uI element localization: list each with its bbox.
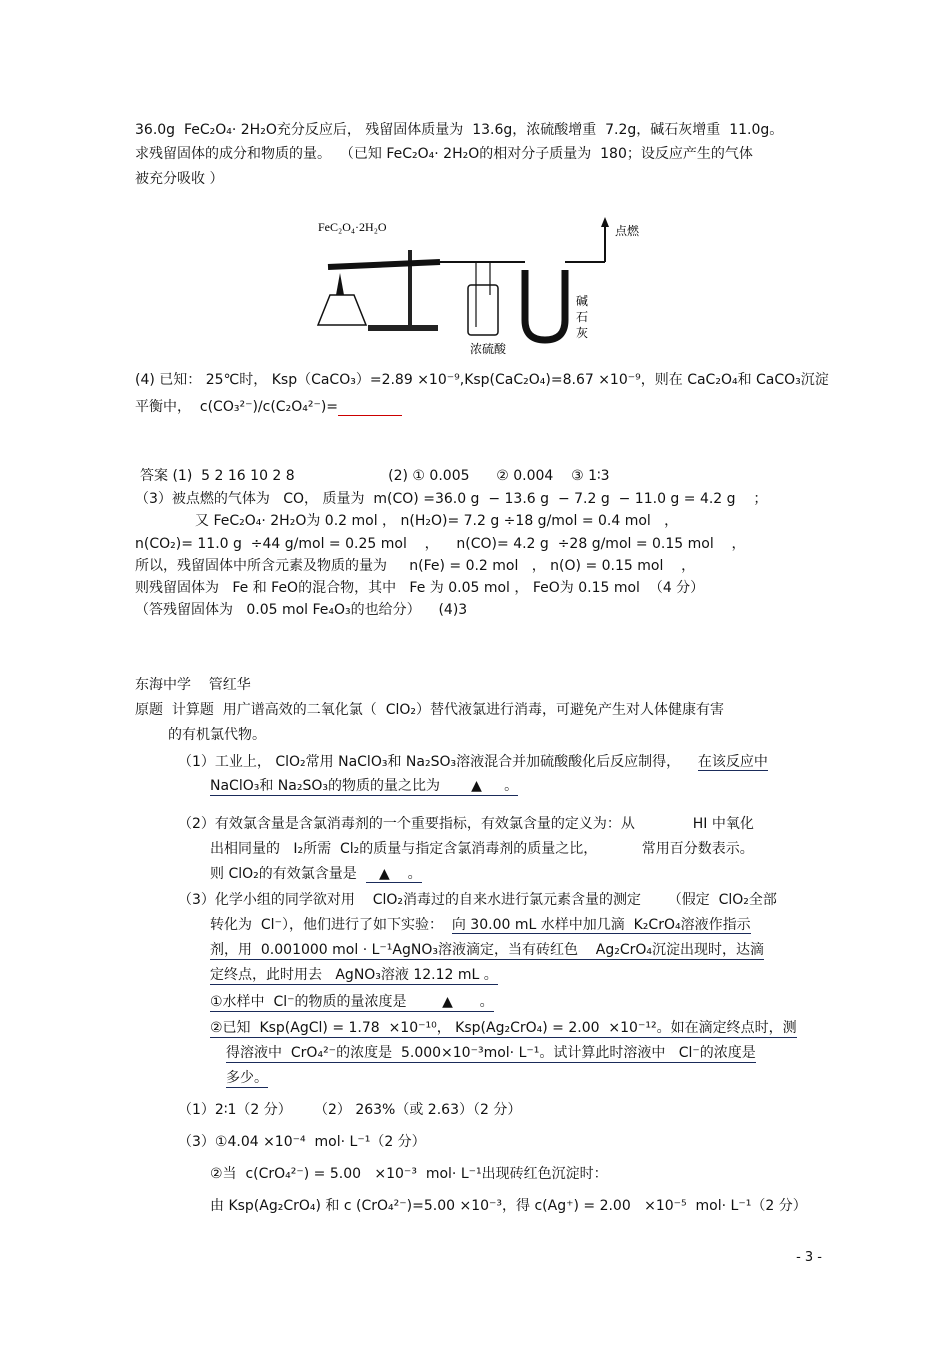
intro-line-2: 求残留固体的成分和物质的量。 （已知 FeC₂O₄· 2H₂O的相对分子质量为 180；设反应产生的气体 [135, 146, 753, 162]
problem-1a: （1）工业上， ClO₂常用 NaClO₃和 Na₂SO₃溶液混合并加硫酸酸化后反应制得， [178, 754, 681, 770]
wash-bottle [468, 285, 498, 335]
problem-2d: ▲ 。 [365, 866, 422, 882]
problem-3-line-6: ②已知 Ksp(AgCl) = 1.78 ×10⁻¹⁰， Ksp(Ag₂CrO₄) = 2.00 ×10⁻¹²。如在滴定终点时，测 [210, 1020, 797, 1036]
q4-line-1: (4) 已知： 25℃时， Ksp（CaCO₃）=2.89 ×10⁻⁹,Ksp(CaC₂O₄)=8.67 ×10⁻⁹，则在 CaC₂O₄和 CaCO₃沉淀 [135, 372, 829, 388]
problem-3-line-3: 剂，用 0.001000 mol · L⁻¹AgNO₃溶液滴定，当有砖红色 Ag₂CrO₄沉淀出现时，达滴 [210, 942, 765, 958]
apparatus-diagram [310, 215, 660, 365]
answer-line-1: 答案 (1) 5 2 16 10 2 8 (2) ① 0.005 ② 0.004 ③ 1∶3 [140, 468, 610, 484]
answer-line-5: 所以，残留固体中所含元素及物质的量为 n(Fe) = 0.2 mol ， n(O) = 0.15 mol ， [135, 558, 696, 574]
problem-3-line-7: 得溶液中 CrO₄²⁻的浓度是 5.000×10⁻³mol· L⁻¹。试计算此时溶液中 Cl⁻的浓度是 [226, 1045, 756, 1061]
solution-line-1: （1）2∶1（2 分） （2） 263%（或 2.63）（2 分） [178, 1102, 522, 1118]
problem-3-line-8: 多少。 [226, 1070, 268, 1086]
problem-3b2: 向 30.00 mL 水样中加几滴 K₂CrO₄溶液作指示 [451, 917, 751, 933]
problem-3b1: 转化为 Cl⁻），他们进行了如下实验： [210, 917, 452, 933]
problem-line-2: 的有机氯代物。 [168, 727, 266, 743]
figure-formula: FeC₂O₄·2H₂O [318, 220, 387, 234]
problem-line-1: 原题 计算题 用广谱高效的二氧化氯（ ClO₂）替代液氯进行消毒，可避免产生对人体健康有害 [135, 702, 724, 718]
problem-1-line-1 [178, 753, 768, 771]
problem-2c: 则 ClO₂的有效氯含量是 [210, 866, 366, 882]
reaction-tube [328, 262, 440, 267]
acid-label: 浓硫酸 [470, 342, 507, 356]
u-tube [525, 270, 565, 340]
answer-line-7: （答残留固体为 0.05 mol Fe₄O₃的也给分） (4)3 [135, 602, 468, 618]
answer-line-4: n(CO₂)= 11.0 g ÷44 g/mol = 0.25 mol ， n(CO)= 4.2 g ÷28 g/mol = 0.15 mol ， [135, 536, 746, 552]
problem-2-line-3 [210, 865, 422, 883]
q4-line-2-text: 平衡中， c(CO₃²⁻)/c(C₂O₄²⁻)= [135, 399, 339, 415]
answer-blank [338, 401, 402, 416]
alcohol-burner [318, 295, 366, 325]
intro-line-1: 36.0g FeC₂O₄· 2H₂O充分反应后， 残留固体质量为 13.6g，浓硫酸增重 7.2g，碱石灰增重 11.0g。 [135, 122, 784, 138]
problem-1-line-2: NaClO₃和 Na₂SO₃的物质的量之比为 ▲ 。 [210, 778, 519, 794]
answer-line-6: 则残留固体为 Fe 和 FeO的混合物，其中 Fe 为 0.05 mol ， FeO为 0.15 mol （4 分） [135, 580, 705, 596]
problem-2-line-2: 出相同量的 I₂所需 Cl₂的质量与指定含氯消毒剂的质量之比， 常用百分数表示。 [210, 841, 754, 857]
problem-3-line-5: ①水样中 Cl⁻的物质的量浓度是 ▲ 。 [210, 994, 494, 1010]
problem-3-line-1: （3）化学小组的同学欲对用 ClO₂消毒过的自来水进行氯元素含量的测定 （假定 ClO₂全部 [178, 892, 777, 908]
soda-lime-label-3: 灰 [576, 326, 589, 340]
flame-icon [336, 273, 344, 295]
answer-line-2: （3）被点燃的气体为 CO， 质量为 m(CO) =36.0 g − 13.6 g − 7.2 g − 11.0 g = 4.2 g ； [135, 491, 768, 507]
problem-1b: 在该反应中 [697, 754, 768, 770]
answer-line-3: 又 FeC₂O₄· 2H₂O为 0.2 mol ， n(H₂O)= 7.2 g ÷18 g/mol = 0.4 mol ， [195, 513, 679, 529]
solution-line-2: （3）①4.04 ×10⁻⁴ mol· L⁻¹（2 分） [178, 1134, 426, 1150]
stand-base [368, 325, 438, 331]
problem-2-line-1: （2）有效氯含量是含氯消毒剂的一个重要指标，有效氯含量的定义为：从 HI 中氧化 [178, 816, 754, 832]
soda-lime-label-2: 石 [576, 310, 589, 324]
solution-line-3: ②当 c(CrO₄²⁻) = 5.00 ×10⁻³ mol· L⁻¹出现砖红色沉淀时： [210, 1166, 608, 1182]
page-number: - 3 - [796, 1250, 822, 1265]
problem-3-line-4: 定终点，此时用去 AgNO₃溶液 12.12 mL 。 [210, 967, 498, 983]
q4-line-2 [135, 398, 402, 416]
author: 东海中学 管红华 [135, 677, 251, 693]
ignite-flame-icon [601, 217, 609, 227]
problem-3-line-2 [210, 916, 751, 934]
soda-lime-label-1: 碱 [576, 294, 589, 308]
solution-line-4: 由 Ksp(Ag₂CrO₄) 和 c (CrO₄²⁻)=5.00 ×10⁻³，得 c(Ag⁺) = 2.00 ×10⁻⁵ mol· L⁻¹（2 分） [210, 1198, 807, 1214]
ignite-label: 点燃 [615, 224, 640, 238]
intro-line-3: 被充分吸收 ） [135, 171, 224, 187]
